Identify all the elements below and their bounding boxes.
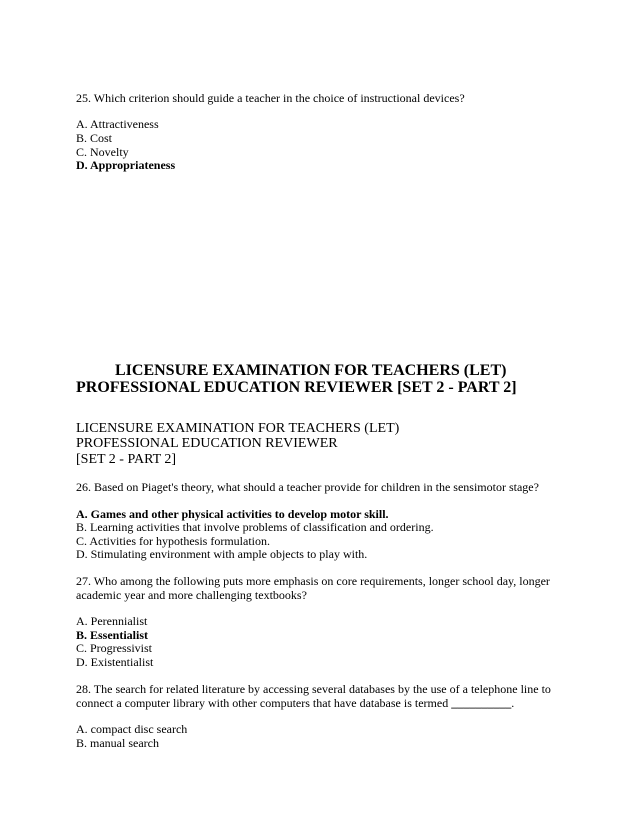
q28-question-line2-text: connect a computer library with other computers that have database is termed [76,696,452,710]
q25-option-a: A. Attractiveness [76,117,159,131]
q27-option-a: A. Perennialist [76,614,148,628]
q25-option-d-answer: D. Appropriateness [76,158,176,172]
q27-option-d: D. Existentialist [76,655,154,669]
q28-option-b: B. manual search [76,736,159,750]
q27-option-b-answer: B. Essentialist [76,628,149,642]
q28-question-line2 [76,696,514,710]
q27-question-line1: 27. Who among the following puts more emphasis on core requirements, longer school day, longer [76,574,550,588]
main-heading-line2: PROFESSIONAL EDUCATION REVIEWER [SET 2 - PART 2] [76,379,517,396]
q26-option-d: D. Stimulating environment with ample objects to play with. [76,547,368,561]
q27-question-line2: academic year and more challenging textbooks? [76,588,307,602]
q25-option-c: C. Novelty [76,145,129,159]
q28-question-line1: 28. The search for related literature by accessing several databases by the use of a telephone line to [76,682,551,696]
subheading-line2: PROFESSIONAL EDUCATION REVIEWER [76,436,338,451]
q26-question: 26. Based on Piaget's theory, what should a teacher provide for children in the sensimotor stage? [76,480,539,494]
q26-option-a-answer: A. Games and other physical activities to develop motor skill. [76,507,389,521]
q28-option-a: A. compact disc search [76,722,188,736]
subheading-line3: [SET 2 - PART 2] [76,452,177,467]
q26-option-b: B. Learning activities that involve problems of classification and ordering. [76,520,434,534]
q26-option-c: C. Activities for hypothesis formulation. [76,534,270,548]
q25-question: 25. Which criterion should guide a teacher in the choice of instructional devices? [76,91,465,105]
main-heading-line1: LICENSURE EXAMINATION FOR TEACHERS (LET) [115,362,507,379]
q25-option-b: B. Cost [76,131,113,145]
subheading-line1: LICENSURE EXAMINATION FOR TEACHERS (LET) [76,421,400,436]
q27-option-c: C. Progressivist [76,641,153,655]
q28-answer-blank: __________ [451,696,512,710]
q28-question-line2-end: . [511,696,515,710]
